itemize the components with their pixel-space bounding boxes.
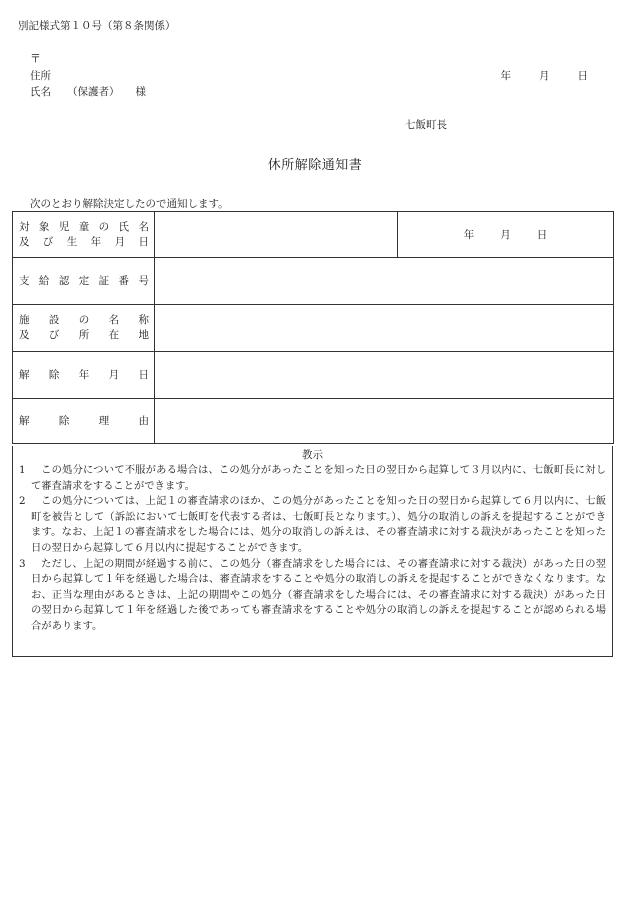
intro-text: 次のとおり解除決定したので通知します。 — [30, 198, 229, 210]
label-char: 日 — [138, 235, 149, 248]
label-char: 定 — [78, 274, 90, 287]
notice-item — [13, 557, 612, 635]
label-char: び — [48, 329, 60, 341]
row-cert-number — [13, 258, 614, 305]
label-char: 理 — [98, 414, 110, 427]
recipient-name-line — [30, 84, 146, 99]
label-char: 番 — [118, 274, 130, 287]
row-release-date — [13, 352, 614, 399]
label-char: 証 — [98, 274, 110, 287]
label-char: 生 — [66, 235, 78, 248]
label-char: 対 — [19, 220, 30, 233]
label-child-name-dob — [13, 212, 155, 258]
label-char: 月 — [108, 368, 120, 381]
issue-date-month: 月 — [539, 70, 550, 82]
label-char: 施 — [19, 314, 30, 326]
label-char: 月 — [114, 235, 126, 248]
label-char: 認 — [58, 274, 70, 287]
child-dob-field[interactable] — [398, 212, 614, 258]
release-date-field[interactable] — [155, 352, 614, 399]
label-cert-number — [13, 258, 155, 305]
label-release-date-line — [19, 368, 149, 383]
honorific: 様 — [135, 86, 146, 98]
issuer: 七飯町長 — [405, 119, 447, 131]
label-facility-line2 — [19, 328, 149, 343]
notice-item — [13, 463, 612, 494]
row-child — [13, 212, 614, 258]
label-char: 名 — [138, 220, 149, 233]
notice-item-number: 3 — [19, 557, 26, 570]
label-release-date — [13, 352, 155, 399]
label-char: 設 — [48, 314, 60, 326]
facility-field[interactable] — [155, 305, 614, 352]
postal-mark: 〒 — [30, 52, 41, 65]
issue-date-day: 日 — [577, 70, 588, 82]
label-char: 氏 — [118, 220, 130, 233]
label-char: 除 — [48, 368, 60, 381]
notice-form-table — [12, 211, 614, 444]
label-char: の — [78, 314, 90, 326]
label-release-reason-line — [19, 414, 149, 429]
label-child-line2 — [19, 235, 149, 250]
label-char: 由 — [138, 414, 149, 427]
label-char: 児 — [58, 220, 70, 233]
name-label: 氏名 — [30, 86, 51, 98]
label-char: 在 — [108, 329, 120, 341]
notice-item-text: ただし、上記の期間が経過する前に、この処分（審査請求をした場合には、その審査請求に対する裁決）があった日の翌日から起算して１年を経過した場合は、審査請求をすることや処分の取消しの訴えを提起することができなくなります。なお、正当な理由があるときは、上記の期間やこの処分（審査請求をした場合には、その審査請求に対する裁決）があった日の翌日から起算して１年を経過した後であっても審査請求をすることや処分の取消しの訴えを提起することが認められる場合があります。 — [31, 557, 606, 632]
label-char: 童 — [78, 220, 90, 233]
label-char: 地 — [138, 329, 149, 341]
issue-date-year: 年 — [500, 70, 511, 82]
row-facility — [13, 305, 614, 352]
label-char: び — [42, 235, 54, 248]
child-name-field[interactable] — [155, 212, 398, 258]
label-char: 号 — [138, 274, 149, 287]
dob-year: 年 — [463, 229, 475, 241]
label-char: 及 — [19, 329, 30, 341]
notice-item-number: 1 — [19, 464, 26, 476]
label-release-reason — [13, 399, 155, 444]
release-reason-field[interactable] — [155, 399, 614, 444]
label-char: 年 — [78, 368, 90, 381]
document-title: 休所解除通知書 — [267, 158, 363, 173]
dob-day: 日 — [536, 229, 548, 241]
row-release-reason — [13, 399, 614, 444]
label-char: 及 — [19, 235, 30, 248]
notice-item-text: この処分について不服がある場合は、この処分があったことを知った日の翌日から起算して３月以内に、七飯町長に対して審査請求をすることができます。 — [31, 464, 606, 492]
address-label: 住所 — [30, 70, 51, 82]
label-char: 名 — [108, 314, 120, 326]
label-char: 象 — [38, 220, 50, 233]
label-char: 称 — [138, 314, 149, 326]
label-char: 解 — [19, 368, 30, 381]
cert-number-field[interactable] — [155, 258, 614, 305]
appeal-notice — [12, 446, 613, 657]
guardian-label: （保護者） — [67, 86, 120, 98]
dob-month: 月 — [500, 229, 511, 241]
label-char: 解 — [19, 414, 30, 427]
label-cert-line — [19, 274, 149, 289]
label-char: 除 — [58, 414, 70, 427]
label-char: の — [98, 220, 110, 233]
label-child-line1 — [19, 220, 149, 235]
label-char: 支 — [19, 274, 30, 287]
label-char: 所 — [78, 329, 90, 341]
label-facility — [13, 305, 155, 352]
notice-item — [13, 494, 612, 556]
form-number: 別記様式第１０号（第８条関係） — [18, 20, 176, 32]
notice-title: 教示 — [302, 449, 323, 461]
notice-item-text: この処分については、上記１の審査請求のほか、この処分があったことを知った日の翌日から起算して６月以内に、七飯町を被告として（訴訟において七飯町を代表する者は、七飯町長となります。）、処分の取消しの訴えを提起することができます。なお、上記１の審査請求をした場合には、処分の取消しの訴えは、その審査請求に対する裁決があったことを知った日の翌日から起算して６月以内に提起することができます。 — [31, 495, 606, 554]
label-facility-line1 — [19, 313, 149, 328]
label-char: 日 — [138, 368, 149, 381]
label-char: 給 — [38, 274, 50, 287]
label-char: 年 — [90, 235, 102, 248]
notice-item-number: 2 — [19, 495, 26, 508]
issue-date — [501, 68, 589, 83]
